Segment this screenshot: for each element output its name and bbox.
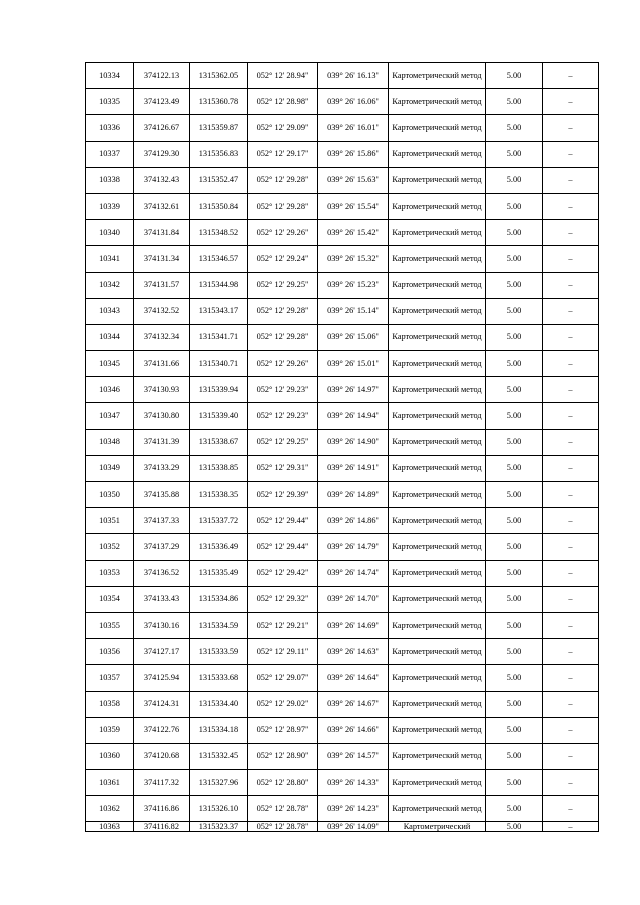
description-cell: – [543,770,599,796]
longitude-cell: 039° 26' 14.67" [318,691,389,717]
point-number-cell: 10339 [86,193,134,219]
point-number-cell: 10350 [86,482,134,508]
longitude-cell: 039° 26' 14.63" [318,639,389,665]
x-coordinate-cell: 374130.80 [134,403,190,429]
longitude-cell: 039° 26' 14.79" [318,534,389,560]
point-number-cell: 10341 [86,246,134,272]
point-number-cell: 10337 [86,141,134,167]
point-number-cell: 10353 [86,560,134,586]
y-coordinate-cell: 1315334.59 [190,612,248,638]
y-coordinate-cell: 1315339.40 [190,403,248,429]
accuracy-cell: 5.00 [486,403,543,429]
longitude-cell: 039° 26' 15.32" [318,246,389,272]
table-row [86,534,599,560]
accuracy-cell: 5.00 [486,770,543,796]
description-cell: – [543,717,599,743]
point-number-cell: 10362 [86,796,134,822]
x-coordinate-cell: 374132.43 [134,167,190,193]
method-cell: Картометрический метод [389,324,486,350]
method-cell: Картометрический метод [389,612,486,638]
x-coordinate-cell: 374116.86 [134,796,190,822]
longitude-cell: 039° 26' 14.23" [318,796,389,822]
table-row [86,272,599,298]
longitude-cell: 039° 26' 15.14" [318,298,389,324]
table-row [86,246,599,272]
x-coordinate-cell: 374131.66 [134,351,190,377]
x-coordinate-cell: 374131.39 [134,429,190,455]
y-coordinate-cell: 1315333.59 [190,639,248,665]
table-row [86,115,599,141]
y-coordinate-cell: 1315336.49 [190,534,248,560]
longitude-cell: 039° 26' 14.74" [318,560,389,586]
latitude-cell: 052° 12' 29.21" [248,612,318,638]
description-cell: – [543,351,599,377]
longitude-cell: 039° 26' 15.63" [318,167,389,193]
point-number-cell: 10360 [86,743,134,769]
latitude-cell: 052° 12' 28.80" [248,770,318,796]
point-number-cell: 10351 [86,508,134,534]
accuracy-cell: 5.00 [486,351,543,377]
longitude-cell: 039° 26' 15.01" [318,351,389,377]
x-coordinate-cell: 374125.94 [134,665,190,691]
latitude-cell: 052° 12' 29.28" [248,298,318,324]
table-body [86,63,599,832]
description-cell: – [543,272,599,298]
description-cell: – [543,115,599,141]
point-number-cell: 10349 [86,455,134,481]
latitude-cell: 052° 12' 29.28" [248,193,318,219]
x-coordinate-cell: 374126.67 [134,115,190,141]
accuracy-cell: 5.00 [486,324,543,350]
point-number-cell: 10363 [86,822,134,832]
method-cell: Картометрический метод [389,220,486,246]
description-cell: – [543,324,599,350]
method-cell: Картометрический метод [389,560,486,586]
accuracy-cell: 5.00 [486,508,543,534]
x-coordinate-cell: 374124.31 [134,691,190,717]
y-coordinate-cell: 1315338.67 [190,429,248,455]
description-cell: – [543,63,599,89]
longitude-cell: 039° 26' 16.06" [318,89,389,115]
accuracy-cell: 5.00 [486,89,543,115]
point-number-cell: 10361 [86,770,134,796]
accuracy-cell: 5.00 [486,377,543,403]
method-cell: Картометрический метод [389,429,486,455]
accuracy-cell: 5.00 [486,167,543,193]
latitude-cell: 052° 12' 29.32" [248,586,318,612]
point-number-cell: 10334 [86,63,134,89]
longitude-cell: 039° 26' 14.89" [318,482,389,508]
longitude-cell: 039° 26' 14.90" [318,429,389,455]
point-number-cell: 10352 [86,534,134,560]
point-number-cell: 10343 [86,298,134,324]
point-number-cell: 10340 [86,220,134,246]
y-coordinate-cell: 1315356.83 [190,141,248,167]
x-coordinate-cell: 374131.57 [134,272,190,298]
x-coordinate-cell: 374123.49 [134,89,190,115]
x-coordinate-cell: 374135.88 [134,482,190,508]
x-coordinate-cell: 374132.34 [134,324,190,350]
y-coordinate-cell: 1315326.10 [190,796,248,822]
method-cell: Картометрический метод [389,455,486,481]
accuracy-cell: 5.00 [486,141,543,167]
table-row [86,193,599,219]
latitude-cell: 052° 12' 29.24" [248,246,318,272]
latitude-cell: 052° 12' 28.94" [248,63,318,89]
y-coordinate-cell: 1315339.94 [190,377,248,403]
y-coordinate-cell: 1315334.18 [190,717,248,743]
method-cell: Картометрический метод [389,167,486,193]
method-cell: Картометрический метод [389,193,486,219]
point-number-cell: 10335 [86,89,134,115]
longitude-cell: 039° 26' 14.91" [318,455,389,481]
latitude-cell: 052° 12' 29.23" [248,377,318,403]
latitude-cell: 052° 12' 29.17" [248,141,318,167]
accuracy-cell: 5.00 [486,639,543,665]
method-cell: Картометрический метод [389,377,486,403]
table-row [86,63,599,89]
description-cell: – [543,482,599,508]
table-row [86,482,599,508]
table-row [86,717,599,743]
latitude-cell: 052° 12' 29.09" [248,115,318,141]
longitude-cell: 039° 26' 14.64" [318,665,389,691]
description-cell: – [543,534,599,560]
method-cell: Картометрический метод [389,115,486,141]
point-number-cell: 10358 [86,691,134,717]
table-row [86,743,599,769]
accuracy-cell: 5.00 [486,115,543,141]
accuracy-cell: 5.00 [486,429,543,455]
table-row [86,508,599,534]
longitude-cell: 039° 26' 14.57" [318,743,389,769]
longitude-cell: 039° 26' 14.66" [318,717,389,743]
accuracy-cell: 5.00 [486,455,543,481]
x-coordinate-cell: 374137.33 [134,508,190,534]
table-row [86,691,599,717]
method-cell: Картометрический метод [389,272,486,298]
table-row [86,560,599,586]
latitude-cell: 052° 12' 28.90" [248,743,318,769]
accuracy-cell: 5.00 [486,717,543,743]
point-number-cell: 10338 [86,167,134,193]
description-cell: – [543,665,599,691]
longitude-cell: 039° 26' 16.01" [318,115,389,141]
longitude-cell: 039° 26' 14.69" [318,612,389,638]
method-cell: Картометрический [389,822,486,832]
accuracy-cell: 5.00 [486,612,543,638]
point-number-cell: 10342 [86,272,134,298]
point-number-cell: 10346 [86,377,134,403]
y-coordinate-cell: 1315346.57 [190,246,248,272]
method-cell: Картометрический метод [389,246,486,272]
x-coordinate-cell: 374132.52 [134,298,190,324]
table-row [86,822,599,832]
point-number-cell: 10356 [86,639,134,665]
accuracy-cell: 5.00 [486,63,543,89]
y-coordinate-cell: 1315343.17 [190,298,248,324]
description-cell: – [543,220,599,246]
x-coordinate-cell: 374131.34 [134,246,190,272]
x-coordinate-cell: 374133.43 [134,586,190,612]
method-cell: Картометрический метод [389,586,486,612]
latitude-cell: 052° 12' 29.31" [248,455,318,481]
x-coordinate-cell: 374122.76 [134,717,190,743]
latitude-cell: 052° 12' 28.98" [248,89,318,115]
coordinates-table [85,62,599,832]
longitude-cell: 039° 26' 14.09" [318,822,389,832]
method-cell: Картометрический метод [389,796,486,822]
latitude-cell: 052° 12' 29.25" [248,272,318,298]
description-cell: – [543,141,599,167]
y-coordinate-cell: 1315348.52 [190,220,248,246]
y-coordinate-cell: 1315352.47 [190,167,248,193]
table-row [86,612,599,638]
longitude-cell: 039° 26' 15.06" [318,324,389,350]
y-coordinate-cell: 1315344.98 [190,272,248,298]
point-number-cell: 10336 [86,115,134,141]
x-coordinate-cell: 374116.82 [134,822,190,832]
method-cell: Картометрический метод [389,717,486,743]
accuracy-cell: 5.00 [486,665,543,691]
x-coordinate-cell: 374137.29 [134,534,190,560]
y-coordinate-cell: 1315327.96 [190,770,248,796]
longitude-cell: 039° 26' 14.86" [318,508,389,534]
y-coordinate-cell: 1315340.71 [190,351,248,377]
accuracy-cell: 5.00 [486,560,543,586]
y-coordinate-cell: 1315360.78 [190,89,248,115]
x-coordinate-cell: 374132.61 [134,193,190,219]
x-coordinate-cell: 374120.68 [134,743,190,769]
longitude-cell: 039° 26' 14.70" [318,586,389,612]
table-row [86,429,599,455]
y-coordinate-cell: 1315359.87 [190,115,248,141]
latitude-cell: 052° 12' 29.44" [248,508,318,534]
table-row [86,324,599,350]
description-cell: – [543,89,599,115]
table-row [86,770,599,796]
latitude-cell: 052° 12' 29.42" [248,560,318,586]
y-coordinate-cell: 1315350.84 [190,193,248,219]
latitude-cell: 052° 12' 29.28" [248,167,318,193]
method-cell: Картометрический метод [389,770,486,796]
description-cell: – [543,193,599,219]
longitude-cell: 039° 26' 16.13" [318,63,389,89]
method-cell: Картометрический метод [389,534,486,560]
table-row [86,141,599,167]
table-row [86,377,599,403]
method-cell: Картометрический метод [389,141,486,167]
description-cell: – [543,298,599,324]
table-row [86,665,599,691]
point-number-cell: 10347 [86,403,134,429]
accuracy-cell: 5.00 [486,586,543,612]
x-coordinate-cell: 374129.30 [134,141,190,167]
y-coordinate-cell: 1315341.71 [190,324,248,350]
latitude-cell: 052° 12' 29.44" [248,534,318,560]
y-coordinate-cell: 1315338.85 [190,455,248,481]
table-row [86,796,599,822]
longitude-cell: 039° 26' 15.23" [318,272,389,298]
latitude-cell: 052° 12' 29.23" [248,403,318,429]
method-cell: Картометрический метод [389,89,486,115]
description-cell: – [543,560,599,586]
description-cell: – [543,377,599,403]
longitude-cell: 039° 26' 14.97" [318,377,389,403]
table-row [86,639,599,665]
latitude-cell: 052° 12' 28.78" [248,822,318,832]
x-coordinate-cell: 374133.29 [134,455,190,481]
x-coordinate-cell: 374130.16 [134,612,190,638]
accuracy-cell: 5.00 [486,691,543,717]
x-coordinate-cell: 374136.52 [134,560,190,586]
accuracy-cell: 5.00 [486,534,543,560]
y-coordinate-cell: 1315338.35 [190,482,248,508]
method-cell: Картометрический метод [389,639,486,665]
accuracy-cell: 5.00 [486,272,543,298]
table-row [86,167,599,193]
accuracy-cell: 5.00 [486,220,543,246]
method-cell: Картометрический метод [389,508,486,534]
description-cell: – [543,639,599,665]
description-cell: – [543,586,599,612]
description-cell: – [543,403,599,429]
y-coordinate-cell: 1315323.37 [190,822,248,832]
longitude-cell: 039° 26' 15.86" [318,141,389,167]
accuracy-cell: 5.00 [486,193,543,219]
accuracy-cell: 5.00 [486,482,543,508]
point-number-cell: 10354 [86,586,134,612]
latitude-cell: 052° 12' 28.97" [248,717,318,743]
description-cell: – [543,743,599,769]
method-cell: Картометрический метод [389,691,486,717]
table-row [86,403,599,429]
table-row [86,220,599,246]
x-coordinate-cell: 374117.32 [134,770,190,796]
point-number-cell: 10359 [86,717,134,743]
point-number-cell: 10357 [86,665,134,691]
y-coordinate-cell: 1315337.72 [190,508,248,534]
description-cell: – [543,508,599,534]
latitude-cell: 052° 12' 29.02" [248,691,318,717]
table-row [86,298,599,324]
y-coordinate-cell: 1315333.68 [190,665,248,691]
x-coordinate-cell: 374122.13 [134,63,190,89]
point-number-cell: 10348 [86,429,134,455]
latitude-cell: 052° 12' 29.11" [248,639,318,665]
longitude-cell: 039° 26' 15.42" [318,220,389,246]
latitude-cell: 052° 12' 28.78" [248,796,318,822]
latitude-cell: 052° 12' 29.28" [248,324,318,350]
latitude-cell: 052° 12' 29.39" [248,482,318,508]
table-row [86,89,599,115]
description-cell: – [543,691,599,717]
longitude-cell: 039° 26' 15.54" [318,193,389,219]
method-cell: Картометрический метод [389,665,486,691]
accuracy-cell: 5.00 [486,246,543,272]
method-cell: Картометрический метод [389,351,486,377]
y-coordinate-cell: 1315335.49 [190,560,248,586]
description-cell: – [543,429,599,455]
description-cell: – [543,796,599,822]
method-cell: Картометрический метод [389,403,486,429]
table-row [86,586,599,612]
accuracy-cell: 5.00 [486,796,543,822]
latitude-cell: 052° 12' 29.26" [248,351,318,377]
description-cell: – [543,612,599,638]
accuracy-cell: 5.00 [486,822,543,832]
x-coordinate-cell: 374131.84 [134,220,190,246]
y-coordinate-cell: 1315334.40 [190,691,248,717]
latitude-cell: 052° 12' 29.07" [248,665,318,691]
method-cell: Картометрический метод [389,63,486,89]
y-coordinate-cell: 1315362.05 [190,63,248,89]
description-cell: – [543,167,599,193]
method-cell: Картометрический метод [389,743,486,769]
accuracy-cell: 5.00 [486,743,543,769]
point-number-cell: 10355 [86,612,134,638]
description-cell: – [543,455,599,481]
table-row [86,455,599,481]
y-coordinate-cell: 1315332.45 [190,743,248,769]
description-cell: – [543,822,599,832]
longitude-cell: 039° 26' 14.33" [318,770,389,796]
method-cell: Картометрический метод [389,482,486,508]
method-cell: Картометрический метод [389,298,486,324]
y-coordinate-cell: 1315334.86 [190,586,248,612]
latitude-cell: 052° 12' 29.26" [248,220,318,246]
x-coordinate-cell: 374127.17 [134,639,190,665]
point-number-cell: 10344 [86,324,134,350]
accuracy-cell: 5.00 [486,298,543,324]
point-number-cell: 10345 [86,351,134,377]
latitude-cell: 052° 12' 29.25" [248,429,318,455]
longitude-cell: 039° 26' 14.94" [318,403,389,429]
description-cell: – [543,246,599,272]
table-row [86,351,599,377]
x-coordinate-cell: 374130.93 [134,377,190,403]
